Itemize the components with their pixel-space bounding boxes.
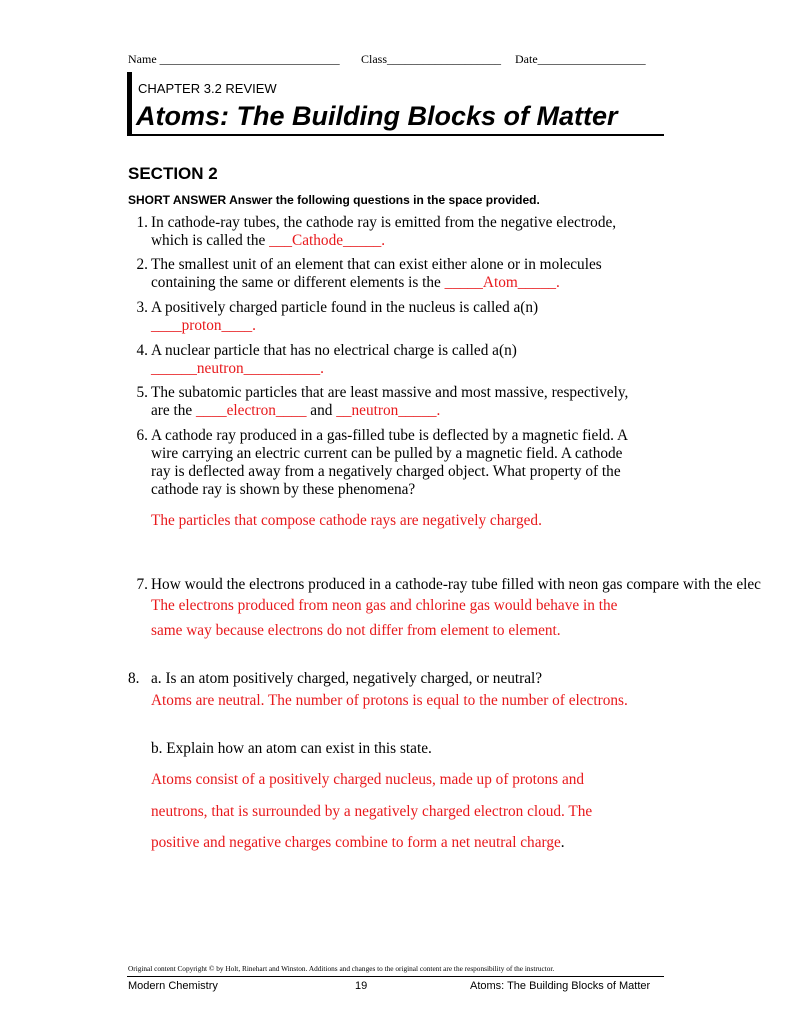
question-text: A positively charged particle found in the nucleus is called a(n): [151, 299, 539, 316]
question-text: The subatomic particles that are least massive and most massive, respectively,: [151, 384, 629, 401]
answer-neutron: __neutron_____: [336, 402, 437, 419]
answer-atom: _____Atom_____: [444, 274, 556, 291]
question-text: A cathode ray produced in a gas-filled tube is deflected by a magnetic field. A: [151, 427, 629, 444]
answer-proton: ____proton____: [151, 317, 253, 334]
class-blank: ___________________: [387, 52, 502, 66]
question-text-line2: [151, 274, 560, 292]
footer-page-number: 19: [355, 980, 368, 992]
answer-text: same way because electrons do not differ from element to element.: [151, 622, 561, 639]
section-heading: SECTION 2: [128, 164, 218, 183]
question-text: In cathode-ray tubes, the cathode ray is emitted from the negative electrode,: [151, 214, 617, 231]
answer-8b: neutrons, that is surrounded by a negatively charged electron cloud. The: [151, 803, 593, 820]
chapter-label: CHAPTER 3.2 REVIEW: [138, 81, 277, 96]
answer-suffix: .: [320, 360, 324, 377]
answer-8b: positive and negative charges combine to form a net neutral charge: [151, 834, 561, 851]
question-text-line2: [151, 402, 440, 420]
question-text: How would the electrons produced in a cathode-ray tube filled with neon gas compare with the elec: [151, 576, 761, 593]
answer-electron: ____electron____: [196, 402, 307, 419]
answer-suffix: .: [436, 402, 441, 419]
question-8b-text: b. Explain how an atom can exist in this state.: [151, 740, 432, 757]
footer-book-title: Modern Chemistry: [128, 980, 218, 992]
footer-chapter-title: Atoms: The Building Blocks of Matter: [470, 980, 651, 992]
answer-suffix: .: [252, 317, 256, 334]
name-blank: ______________________________: [159, 52, 340, 66]
answer-suffix: .: [556, 274, 560, 291]
class-field: [361, 52, 501, 67]
answer-8b-last-line: [151, 834, 565, 852]
question-number: 5.: [136, 384, 148, 401]
question-connector: and: [306, 402, 337, 419]
answer-8a: Atoms are neutral. The number of protons is equal to the number of electrons.: [151, 692, 628, 709]
answer-neutron: ______neutron__________: [151, 360, 321, 377]
chapter-underline: [127, 134, 664, 136]
class-label: Class: [361, 52, 388, 66]
name-field: [128, 52, 340, 67]
date-field: [515, 52, 646, 67]
question-number: 2.: [136, 256, 148, 273]
chapter-side-bar: [127, 72, 132, 134]
question-number: 8.: [128, 670, 140, 687]
question-text: A nuclear particle that has no electrical charge is called a(n): [151, 342, 517, 359]
question-number: 6.: [136, 427, 148, 444]
question-prefix: which is called the: [151, 232, 270, 249]
question-text: cathode ray is shown by these phenomena?: [151, 481, 416, 498]
answer-text: The electrons produced from neon gas and chlorine gas would behave in the: [151, 597, 618, 614]
answer-8b: Atoms consist of a positively charged nucleus, made up of protons and: [151, 771, 585, 788]
answer-suffix: .: [381, 232, 386, 249]
answer-line: [151, 360, 324, 378]
question-prefix: containing the same or different elements is the: [151, 274, 445, 291]
answer-text: The particles that compose cathode rays are negatively charged.: [151, 512, 542, 529]
question-number: 4.: [136, 342, 148, 359]
question-text-line2: [151, 232, 385, 250]
section-instructions: SHORT ANSWER Answer the following questions in the space provided.: [128, 193, 540, 207]
question-number: 3.: [136, 299, 148, 316]
name-label: Name: [128, 52, 157, 66]
footer-rule: [127, 976, 664, 977]
question-8a-text: a. Is an atom positively charged, negatively charged, or neutral?: [151, 670, 543, 687]
question-number: 7.: [136, 576, 148, 593]
answer-cathode: ___Cathode_____: [269, 232, 382, 249]
question-text: wire carrying an electric current can be pulled by a magnetic field. A cathode: [151, 445, 623, 462]
copyright-notice: Original content Copyright © by Holt, Rinehart and Winston. Additions and changes to the original content are the responsibility of the instructor.: [128, 964, 555, 973]
date-blank: __________________: [537, 52, 646, 66]
page-title: Atoms: The Building Blocks of Matter: [136, 101, 618, 131]
question-text: ray is deflected away from a negatively charged object. What property of the: [151, 463, 621, 480]
question-text: The smallest unit of an element that can exist either alone or in molecules: [151, 256, 602, 273]
question-number: 1.: [136, 214, 148, 231]
answer-end-period: .: [560, 834, 565, 851]
date-label: Date: [515, 52, 538, 66]
question-prefix: are the: [151, 402, 197, 419]
answer-line: [151, 317, 256, 335]
